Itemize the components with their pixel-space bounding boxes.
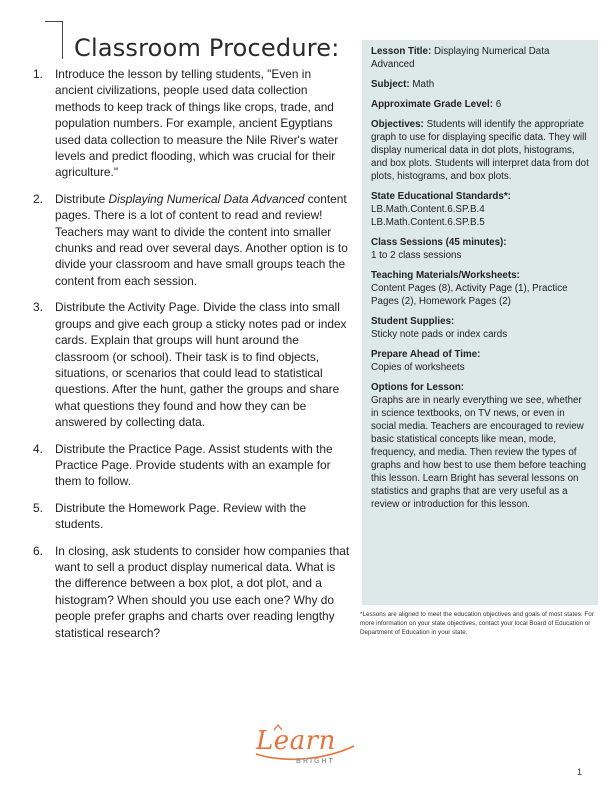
page-number: 1: [577, 767, 583, 777]
standards-block: [371, 190, 589, 229]
materials-block: [371, 269, 589, 308]
learn-bright-logo: [250, 724, 362, 770]
materials-label: Teaching Materials/Worksheets:: [371, 270, 520, 281]
objectives-block: [371, 118, 589, 183]
step-text: Introduce the lesson by telling students, "Even in ancient civilizations, people used data collection methods to keep track of things like crops, trade, and population numbers. For example, ancient Egyptians used data collection to measure the Nile River's water levels and predict flooding, which was crucial for their agriculture.": [55, 67, 339, 180]
sessions-label: Class Sessions (45 minutes):: [371, 237, 507, 248]
subject-label: Subject:: [371, 79, 410, 90]
step-text: Distribute the Practice Page. Assist students with the Practice Page. Provide students with an example for them to follow.: [55, 441, 333, 489]
lesson-title-label: Lesson Title:: [371, 46, 432, 57]
standard-code: LB.Math.Content.6.SP.B.4: [371, 204, 485, 215]
title-corner-mark: [45, 21, 63, 59]
prepare-label: Prepare Ahead of Time:: [371, 349, 481, 360]
procedure-step: [33, 543, 350, 641]
sessions-value: 1 to 2 class sessions: [371, 250, 462, 261]
step-number: 4.: [33, 441, 43, 456]
procedure-step: [33, 66, 350, 181]
logo-subtext: BRIGHT: [296, 758, 335, 765]
step-number: 2.: [33, 191, 43, 206]
step-text: Distribute the Activity Page. Divide the class into small groups and give each group a sticky notes pad or index cards. Explain that groups will hunt around the classroom (or school). Their task is to find objects, situations, or scenarios that could lead to statistical questions. After the hunt, gather the groups and share what questions they found and how they can be answered by collecting data.: [55, 300, 347, 430]
standard-code: LB.Math.Content.6.SP.B.5: [371, 217, 485, 228]
options-label: Options for Lesson:: [371, 382, 465, 393]
logo-wordmark: Learn: [256, 726, 336, 756]
prepare-value: Copies of worksheets: [371, 362, 465, 373]
lesson-info-panel: [362, 40, 598, 605]
step-number: 1.: [33, 67, 43, 81]
step-text-end: content pages. There is a lot of content to read and review! Teachers may want to divide the content into smaller chunks and read over several days. Another option is to divide your classroom and have small groups teach the content from each session.: [55, 191, 348, 288]
step-text: In closing, ask students to consider how companies that want to sell a product display numerical data. What is the difference between a box plot, a dot plot, and a histogram? When should you use each one? Why do people prefer graphs and charts over reading lengthy statistical research?: [55, 543, 350, 640]
procedure-step: [33, 191, 350, 289]
step-number: 3.: [33, 300, 43, 315]
procedure-step: [33, 299, 350, 430]
step-text: Distribute the Homework Page. Review with the students.: [55, 500, 307, 532]
subject-value: Math: [412, 79, 435, 90]
page-title: Classroom Procedure:: [74, 34, 340, 62]
step-text-title: Displaying Numerical Data Advanced: [108, 191, 305, 206]
procedure-list: [33, 66, 350, 651]
objectives-label: Objectives:: [371, 119, 424, 130]
grade-label: Approximate Grade Level:: [371, 99, 493, 110]
lesson-title-value: Displaying Numerical Data Advanced: [371, 46, 550, 70]
supplies-value: Sticky note pads or index cards: [371, 329, 508, 340]
step-number: 6.: [33, 543, 43, 558]
standards-label: State Educational Standards*:: [371, 191, 511, 202]
objectives-value: Students will identify the appropriate graph to use for displaying specific data. They will display numerical data in dot plots, histograms, and box plots. Students will interpret data from dot plots, histograms, and box plots.: [371, 119, 589, 182]
options-block: [371, 381, 589, 511]
lesson-title-block: [371, 45, 589, 71]
standards-footnote: *Lessons are aligned to meet the education objectives and goals of most states. For more information on your state objectives, contact your local Board of Education or Department of Education in your state.: [360, 611, 594, 637]
options-value: Graphs are in nearly everything we see, whether in science textbooks, on TV news, or even in social media. Teachers are encouraged to review basic statistical concepts like mean, mode, frequency, and media. Then review the types of graphs and how best to use them before teaching this lesson. Learn Bright has several lessons on statistics and graphs that are very useful as a review or introduction for this lesson.: [371, 395, 587, 510]
procedure-step: [33, 441, 350, 490]
grade-block: [371, 98, 589, 111]
procedure-step: [33, 500, 350, 533]
step-text-start: Distribute: [55, 191, 109, 206]
step-number: 5.: [33, 500, 43, 515]
sessions-block: [371, 236, 589, 262]
supplies-block: [371, 315, 589, 341]
subject-block: [371, 78, 589, 91]
supplies-label: Student Supplies:: [371, 316, 455, 327]
grade-value: 6: [495, 99, 502, 110]
materials-value: Content Pages (8), Activity Page (1), Practice Pages (2), Homework Pages (2): [371, 283, 568, 307]
prepare-block: [371, 348, 589, 374]
